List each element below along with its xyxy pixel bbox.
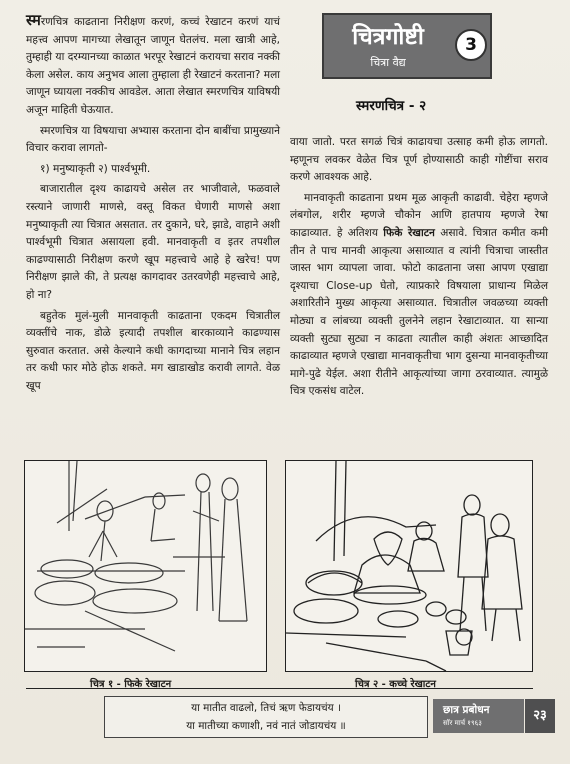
series-title: चित्रगोष्टी <box>352 23 424 50</box>
figure-caption: चित्र २ - कच्चे रेखाटन <box>355 679 436 690</box>
figure-rough-sketch <box>285 460 533 672</box>
drop-cap: स्म <box>26 11 41 29</box>
figure-caption: चित्र १ - फिके रेखाटन <box>90 679 172 690</box>
magazine-name: छात्र प्रबोधन <box>443 704 490 716</box>
page-number: २३ <box>525 699 555 733</box>
article-title: स्मरणचित्र - २ <box>356 98 427 114</box>
magazine-date: सॉर मार्च १९६३ <box>443 719 482 727</box>
footer-divider <box>26 688 533 689</box>
paragraph: मानवाकृती काढताना प्रथम मूळ आकृती काढावी. चेहेरा म्हणजे लंबगोल, शरीर म्हणजे चौकोन आणि हातपाय म्हणजे रेषा काढाव्यात. हे अतिशय फिके रेखाटन असावे. चित्रात कमीत कमी तीन ते पाच मानवी आकृत्या असाव्यात व त्यांनी चित्राचा जास्तीत जास्त भाग व्यापला जावा. फोटो काढताना जसा आपण एखाद्या दृश्याचा Close-up घेतो, त्याप्रकारे विषयाला प्राधान्य मिळेल अशारितीने मुख्य आकृत्या असाव्यात. चित्रातील जवळच्या व्यक्ती मोठ्या व लांबच्या व्यक्ती तुलनेने लहान रेखाटाव्यात. या सान्या व्यक्ती सुट्या सुट्या न काढता त्यातील काही अंशतः आच्छादित काढाव्यात म्हणजे एखाद्या मानवाकृतीचा भाग दुसन्या मानवाकृतीच्या मागे-पुढे येईल. अशा रीतीने आकृत्यांच्या जागा ठरवाव्यात. त्यामुळे चित्र एकसंध वाटेल. <box>290 191 548 398</box>
series-author: चित्रा वैद्य <box>370 56 406 69</box>
quote-line: या मातीत वाढलो, तिचं ऋण फेडायचंय । <box>191 702 341 714</box>
paragraph: वाया जातो. परत सगळं चित्रं काढायचा उत्साह कमी होऊ लागतो. म्हणूनच लवकर वेळेत चित्र पूर्ण होण्यासाठी काही गोष्टींचा सराव करणे आवश्यक आहे. <box>290 136 548 184</box>
market-sketch-rough <box>286 461 532 671</box>
left-column <box>26 12 280 398</box>
paragraph-intro: स्मरणचित्र काढताना निरीक्षण करणं, कच्चं रेखाटन करणं याचं महत्त्व आपण मागच्या लेखातून जाणून घेतलंच. मला खात्री आहे, तुम्हाही या दरम्यानच्या काळात भरपूर रेखाटनं करायचा सराव नक्की केला असेल. काय अनुभव आला तुम्हाला ही रेखाटनं करताना? मला जाणून घ्यायला नक्कीच आवडेल. आता लेखात स्मरणचित्र याविषयी अजून माहिती घेऊयात. <box>26 11 280 116</box>
emphasis-text: फिके रेखाटन <box>383 226 435 239</box>
paragraph: बहुतेक मुलं-मुली मानवाकृती काढताना एकदम चित्रातील व्यक्तींचे नाक, डोळे इत्यादी तपशील बारकाव्याने काढण्यास सुरुवात करतात. असे केल्याने कधी कागदाच्या मानाने चित्र लहान तर कधी फार मोठे होऊ शकते. मग खाडाखोड करावी लागते. वेळ खूप <box>26 309 280 392</box>
quote-line: या मातीच्या कणाशी, नवं नातं जोडायचंय ॥ <box>186 720 346 732</box>
paragraph: बाजारातील दृश्य काढायचे असेल तर भाजीवाले, फळवाले रस्त्याने जाणारी माणसे, वस्तू विकत घेणारी माणसे अशा मनुष्याकृती त्या चित्रात असतात. तर दुकाने, घरे, झाडे, वाहाने अशी पार्श्वभूमी चित्रात असायला हवी. मानवाकृती व इतर तपशील काढण्यासाठी निरीक्षण करणे खूप महत्त्वाचे आहे हे खरेच! पण निरीक्षण झाले की, ते प्रत्यक्ष कागदावर उतरवणेही महत्त्वाचे आहे, हो ना? <box>26 183 280 301</box>
paragraph: स्मरणचित्र या विषयाचा अभ्यास करताना दोन बाबींचा प्रामुख्याने विचार करावा लागतो- <box>26 124 280 155</box>
right-column <box>290 134 548 404</box>
figure-faint-sketch <box>24 460 267 672</box>
paragraph-list: १) मनुष्याकृती २) पार्श्वभूमी. <box>40 162 151 175</box>
quote-box <box>104 696 428 738</box>
series-number-badge: 3 <box>455 29 487 61</box>
market-sketch-faint <box>25 461 266 671</box>
series-header <box>322 13 492 79</box>
magazine-tag <box>433 699 524 733</box>
